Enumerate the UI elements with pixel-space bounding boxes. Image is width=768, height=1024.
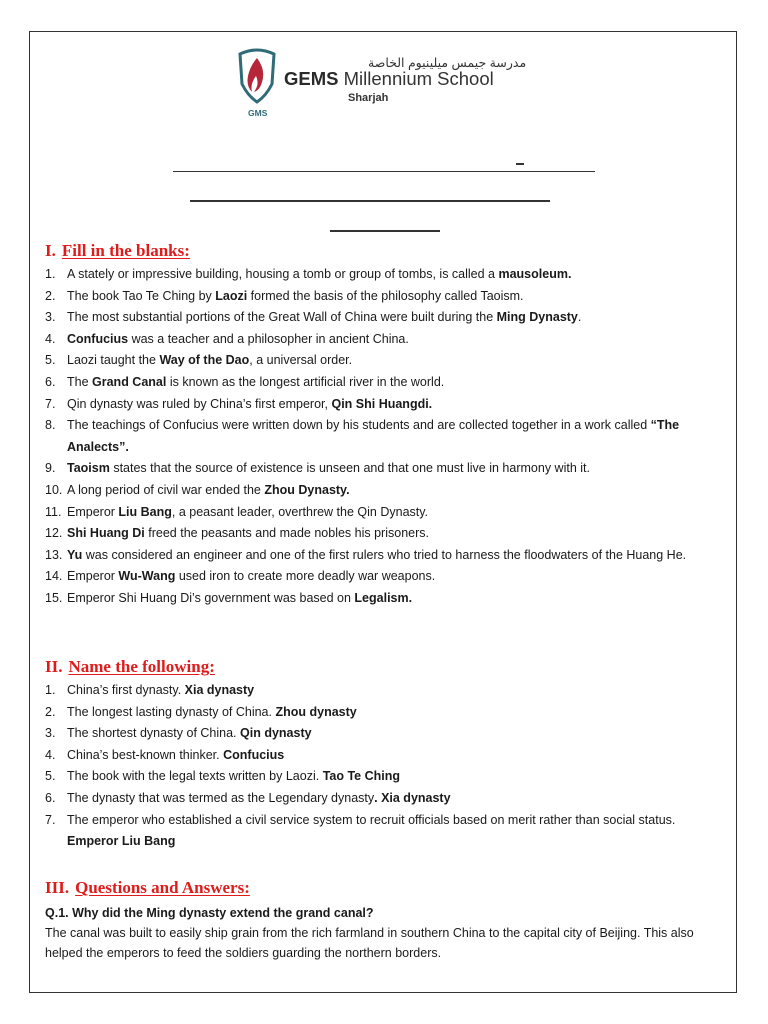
- item-answer: Ming Dynasty: [496, 310, 578, 325]
- item-answer: Zhou Dynasty.: [264, 482, 350, 497]
- school-name-bold: GEMS: [284, 68, 339, 89]
- item-text-part: was a teacher and a philosopher in ancient China.: [128, 331, 409, 346]
- item-text-part: Emperor: [67, 569, 119, 584]
- item-number: 3.: [45, 726, 56, 741]
- item-answer: Confucius: [223, 747, 285, 762]
- item-text-part: China’s best-known thinker.: [67, 747, 224, 762]
- item-text-part: Emperor: [67, 504, 119, 519]
- item-text: [67, 264, 725, 286]
- item-answer: Xia dynasty: [184, 683, 255, 697]
- blank-line-3: [330, 230, 440, 232]
- item-number: 10.: [45, 482, 63, 497]
- item-number: 6.: [45, 790, 56, 805]
- item-text-part: The longest lasting dynasty of China.: [67, 704, 276, 719]
- item-text-part: is known as the longest artificial river in the world.: [166, 374, 445, 389]
- list-item: [45, 766, 725, 788]
- list-item: [45, 372, 725, 394]
- section-2-numeral: II.: [45, 657, 63, 676]
- list-item: [45, 502, 725, 524]
- qa-block: [45, 903, 725, 963]
- item-answer: Qin Shi Huangdi.: [331, 396, 433, 411]
- item-text-part: .: [577, 310, 582, 325]
- item-text: [67, 329, 725, 351]
- item-answer: Shi Huang Di: [67, 526, 145, 541]
- item-text-part: China’s first dynasty.: [67, 683, 185, 697]
- item-number: 2.: [45, 704, 56, 719]
- item-answer: mausoleum.: [498, 267, 572, 281]
- item-text-part: The emperor who established a civil service system to recruit officials based on merit rather than social status.: [67, 812, 676, 827]
- item-text-part: Laozi taught the: [67, 353, 160, 368]
- blank-line-1: [173, 171, 595, 172]
- item-text-part: , a universal order.: [249, 353, 353, 368]
- school-name-arabic: مدرسة جيمس ميلينيوم الخاصة: [368, 56, 527, 70]
- section-2-heading: [45, 657, 215, 677]
- item-text-part: , a peasant leader, overthrew the Qin Dynasty.: [171, 504, 429, 519]
- item-text: [67, 523, 725, 545]
- item-answer: Tao Te Ching: [322, 769, 401, 784]
- item-text: [67, 788, 725, 810]
- list-item: [45, 680, 725, 702]
- item-text-part: Qin dynasty was ruled by China’s first emperor,: [67, 396, 332, 411]
- item-number: 14.: [45, 569, 63, 584]
- answer-1: The canal was built to easily ship grain from the rich farmland in southern China to the capital city of Beijing. This also helped the emperors to feed the soldiers guarding the northern borders.: [45, 926, 694, 960]
- section-1-title: Fill in the blanks:: [61, 241, 190, 260]
- item-number: 12.: [45, 526, 63, 541]
- list-item: [45, 745, 725, 767]
- item-answer: Laozi: [215, 288, 248, 303]
- item-answer: . Xia dynasty: [374, 790, 451, 805]
- list-item: [45, 307, 725, 329]
- item-text: [67, 394, 725, 416]
- item-text: [67, 480, 725, 502]
- item-text: [67, 766, 725, 788]
- logo-emblem-text: GMS: [248, 108, 268, 118]
- item-answer: Way of the Dao: [159, 353, 250, 368]
- item-answer: Emperor Liu Bang: [67, 834, 176, 849]
- item-text: [67, 286, 725, 308]
- item-number: 9.: [45, 461, 56, 476]
- item-text-part: A stately or impressive building, housing a tomb or group of tombs, is called a: [67, 267, 499, 281]
- fill-blanks-list: [45, 264, 725, 610]
- item-text: [67, 415, 725, 458]
- item-number: 7.: [45, 396, 56, 411]
- question-1: Q.1. Why did the Ming dynasty extend the grand canal?: [45, 906, 374, 920]
- item-text: [67, 545, 725, 567]
- section-2-title: Name the following:: [68, 657, 215, 676]
- school-name-rest: Millennium School: [338, 68, 494, 89]
- item-number: 13.: [45, 547, 63, 562]
- section-3-heading: [45, 878, 250, 898]
- item-text-part: The: [67, 374, 93, 389]
- item-answer: Zhou dynasty: [275, 704, 357, 719]
- item-number: 3.: [45, 310, 56, 325]
- item-number: 6.: [45, 374, 56, 389]
- item-text: [67, 458, 725, 480]
- item-number: 4.: [45, 747, 56, 762]
- item-text: [67, 810, 725, 853]
- list-item: [45, 264, 725, 286]
- item-number: 8.: [45, 418, 56, 433]
- item-text-part: A long period of civil war ended the: [67, 482, 265, 497]
- blank-line-2: [190, 200, 550, 202]
- item-answer: Confucius: [67, 331, 129, 346]
- item-text: [67, 350, 725, 372]
- item-number: 7.: [45, 812, 56, 827]
- item-answer: Wu-Wang: [118, 569, 176, 584]
- list-item: [45, 480, 725, 502]
- list-item: [45, 723, 725, 745]
- list-item: [45, 329, 725, 351]
- item-answer: Grand Canal: [92, 374, 167, 389]
- item-text-part: The most substantial portions of the Great Wall of China were built during the: [67, 310, 497, 325]
- item-text-part: The book with the legal texts written by Laozi.: [67, 769, 323, 784]
- item-text: [67, 502, 725, 524]
- item-number: 1.: [45, 683, 56, 697]
- item-number: 5.: [45, 353, 56, 368]
- section-3-numeral: III.: [45, 878, 70, 897]
- item-answer: Liu Bang: [118, 504, 172, 519]
- item-text: [67, 372, 725, 394]
- blank-line-1-mark: [516, 163, 524, 165]
- item-text-part: The book Tao Te Ching by: [67, 288, 216, 303]
- item-text-part: Emperor Shi Huang Di’s government was based on: [67, 590, 355, 605]
- list-item: [45, 810, 725, 853]
- item-text-part: The shortest dynasty of China.: [67, 726, 241, 741]
- item-answer: Yu: [67, 547, 83, 562]
- item-text: [67, 702, 725, 724]
- item-text-part: The teachings of Confucius were written down by his students and are collected together in a work called: [67, 418, 651, 433]
- item-number: 15.: [45, 590, 63, 605]
- item-text: [67, 566, 725, 588]
- list-item: [45, 350, 725, 372]
- list-item: [45, 566, 725, 588]
- list-item: [45, 394, 725, 416]
- item-text: [67, 723, 725, 745]
- school-city: Sharjah: [348, 92, 389, 104]
- item-text-part: used iron to create more deadly war weapons.: [175, 569, 436, 584]
- name-following-list: [45, 680, 725, 853]
- item-text: [67, 307, 725, 329]
- item-text: [67, 588, 725, 610]
- section-1-numeral: I.: [45, 241, 56, 260]
- section-3-title: Questions and Answers:: [75, 878, 250, 897]
- item-text-part: was considered an engineer and one of the first rulers who tried to harness the floodwaters of the Huang He.: [82, 547, 687, 562]
- item-number: 11.: [45, 504, 62, 519]
- list-item: [45, 523, 725, 545]
- school-logo: [236, 44, 536, 124]
- section-1-heading: [45, 241, 190, 261]
- list-item: [45, 415, 725, 458]
- item-number: 2.: [45, 288, 56, 303]
- list-item: [45, 286, 725, 308]
- item-text-part: formed the basis of the philosophy called Taoism.: [247, 288, 524, 303]
- item-text: [67, 680, 725, 702]
- list-item: [45, 588, 725, 610]
- item-text-part: freed the peasants and made nobles his prisoners.: [144, 526, 429, 541]
- item-text: [67, 745, 725, 767]
- item-text-part: states that the source of existence is unseen and that one must live in harmony with it.: [109, 461, 590, 476]
- list-item: [45, 702, 725, 724]
- item-text-part: The dynasty that was termed as the Legendary dynasty: [67, 790, 375, 805]
- school-name: [284, 68, 494, 90]
- list-item: [45, 458, 725, 480]
- item-answer: “The Analects”.: [67, 418, 680, 454]
- item-answer: Qin dynasty: [240, 726, 312, 741]
- list-item: [45, 545, 725, 567]
- list-item: [45, 788, 725, 810]
- gms-shield-icon: [236, 44, 278, 108]
- item-answer: Legalism.: [354, 590, 413, 605]
- item-answer: Taoism: [67, 461, 110, 476]
- item-number: 4.: [45, 331, 56, 346]
- item-number: 1.: [45, 267, 56, 281]
- item-number: 5.: [45, 769, 56, 784]
